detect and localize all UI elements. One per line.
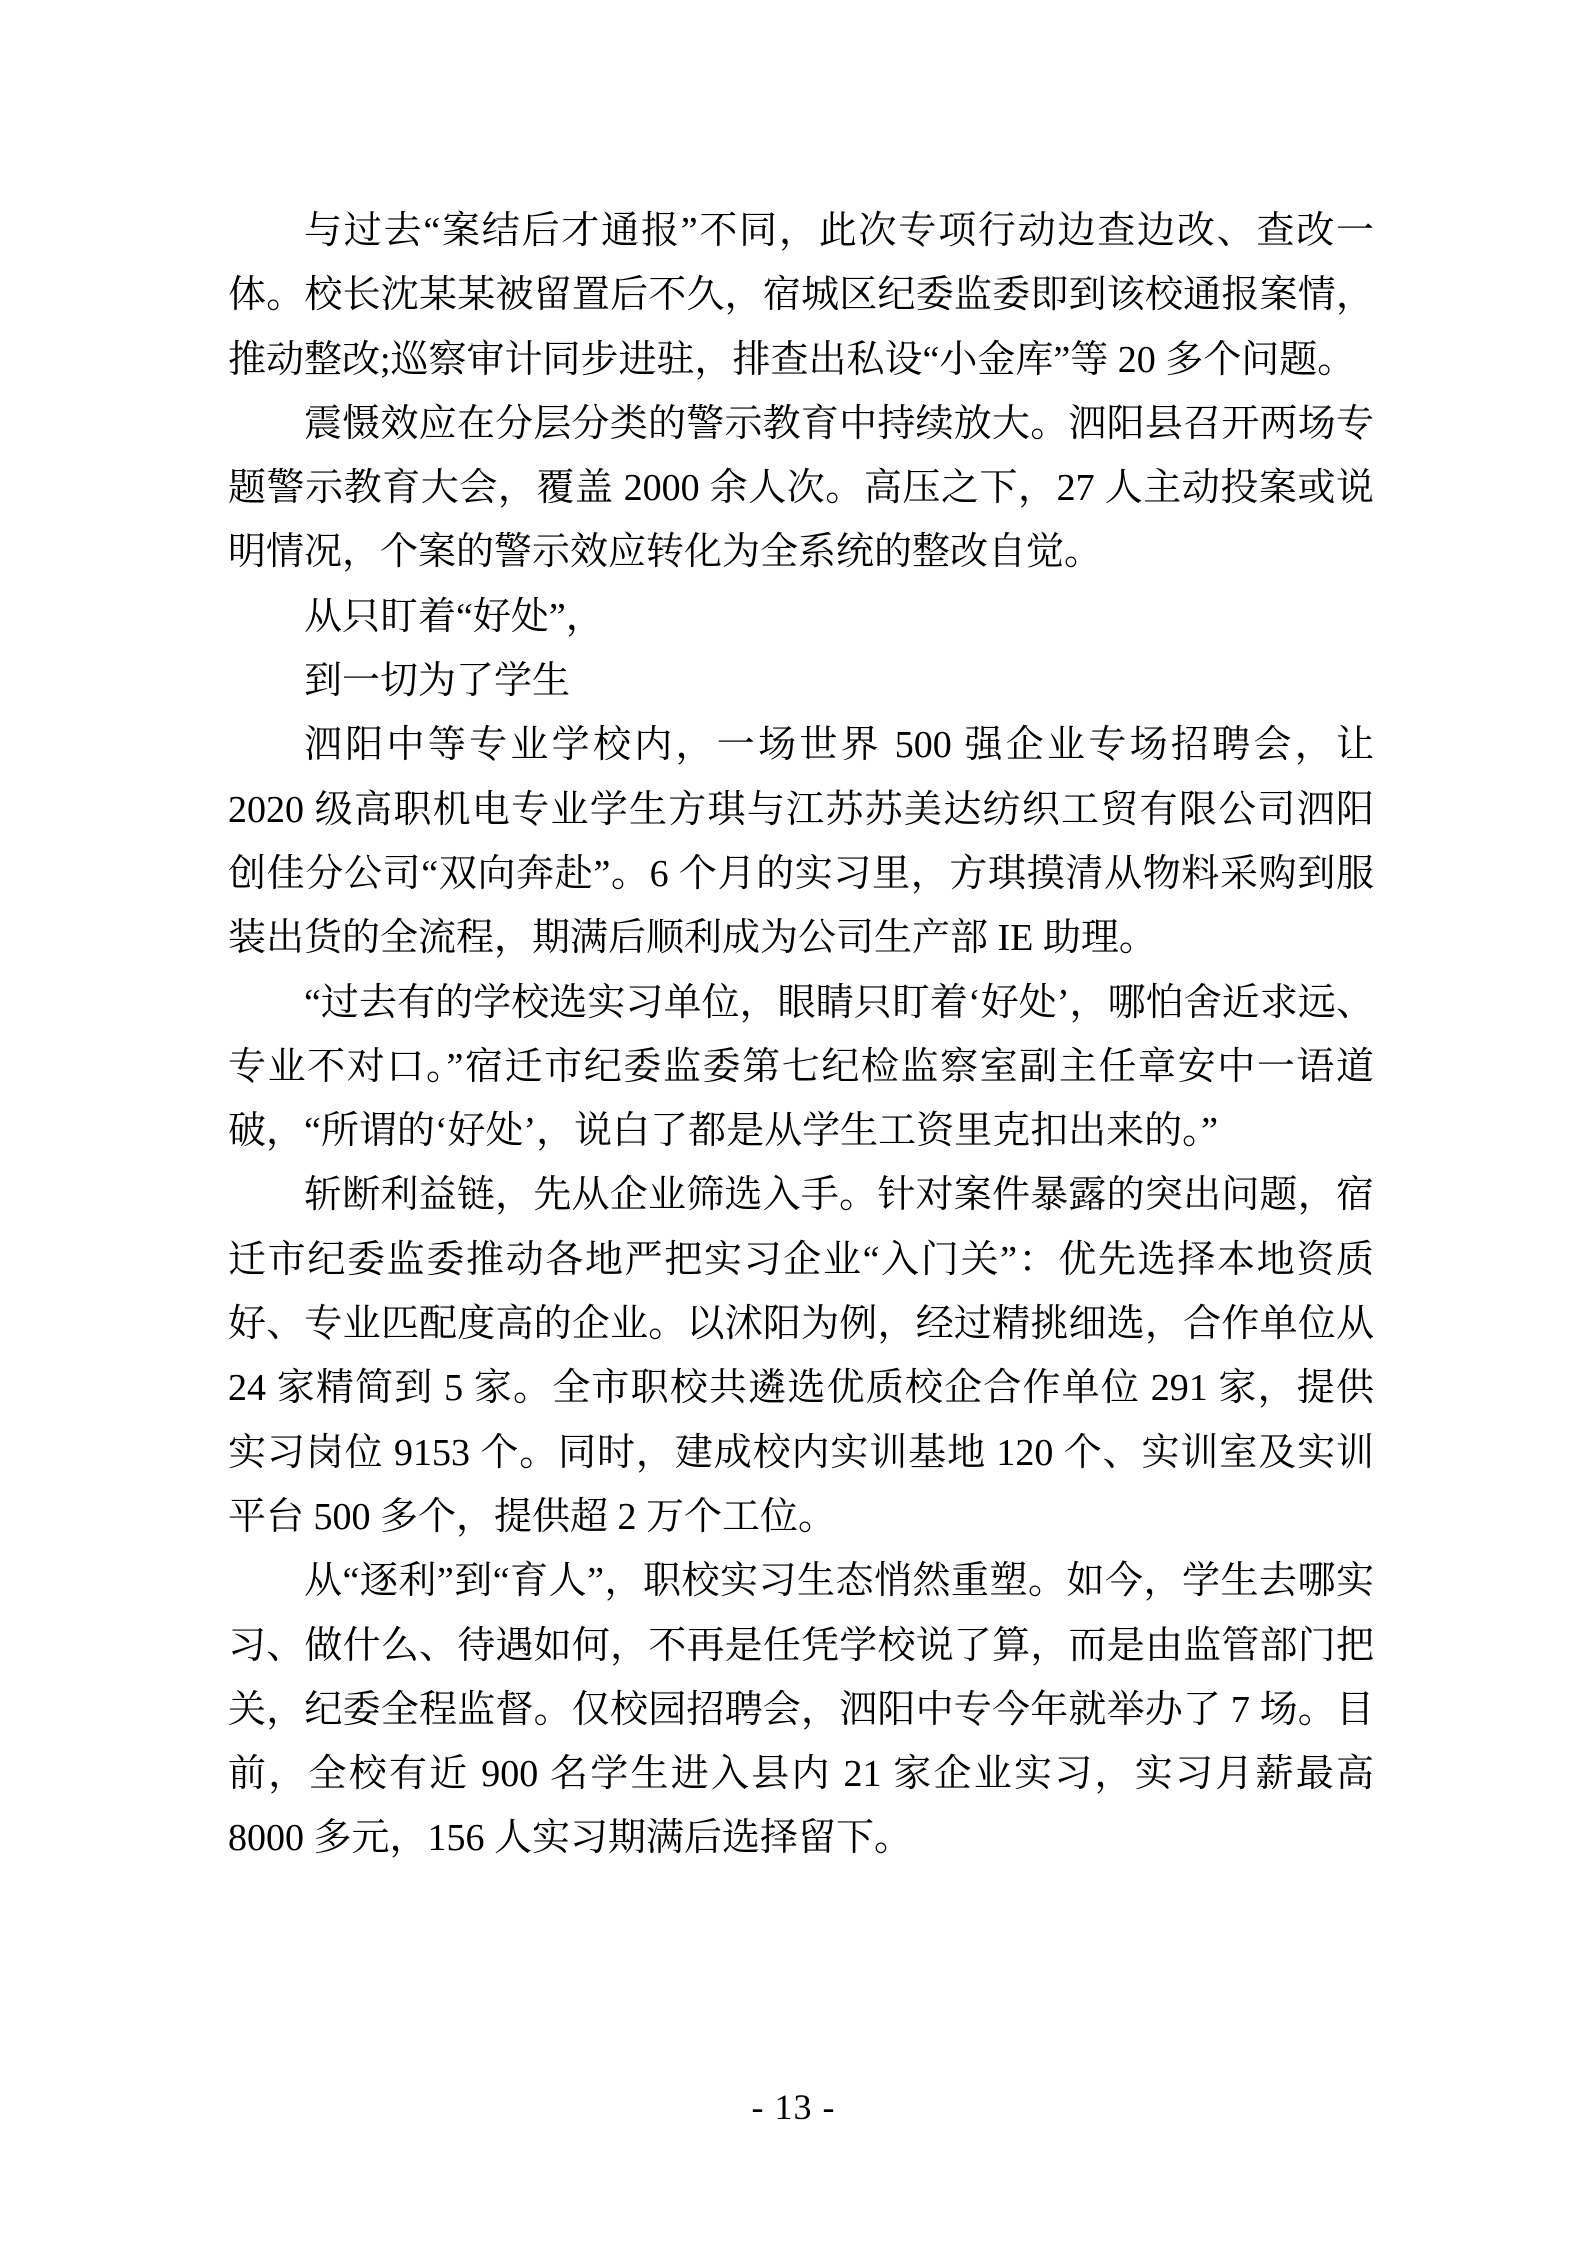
paragraph: 斩断利益链，先从企业筛选入手。针对案件暴露的突出问题，宿迁市纪委监委推动各地严把实习企业“入门关”：优先选择本地资质好、专业匹配度高的企业。以沭阳为例，经过精挑细选，合作单位从 24 家精简到 5 家。全市职校共遴选优质校企合作单位 291 家，提供实习岗位 9153 个。同时，建成校内实训基地 120 个、实训室及实训平台 500 多个，提供超 2 万个工位。 — [228, 1174, 1374, 1538]
page-number: - 13 - — [751, 2087, 836, 2127]
paragraph: 泗阳中等专业学校内，一场世界 500 强企业专场招聘会，让 2020 级高职机电专业学生方琪与江苏苏美达纺织工贸有限公司泗阳创佳分公司“双向奔赴”。6 个月的实习里，方琪摸清从物料采购到服装出货的全流程，期满后顺利成为公司生产部 IE 助理。 — [228, 724, 1374, 960]
paragraph: 震慑效应在分层分类的警示教育中持续放大。泗阳县召开两场专题警示教育大会，覆盖 2000 余人次。高压之下，27 人主动投案或说明情况，个案的警示效应转化为全系统的整改自觉。 — [228, 402, 1374, 574]
paragraph: 从“逐利”到“育人”，职校实习生态悄然重塑。如今，学生去哪实习、做什么、待遇如何，不再是任凭学校说了算，而是由监管部门把关，纪委全程监督。仅校园招聘会，泗阳中专今年就举办了 7 场。目前，全校有近 900 名学生进入县内 21 家企业实习，实习月薪最高 8000 多元，156 人实习期满后选择留下。 — [228, 1560, 1374, 1860]
subheading-line: 到一切为了学生 — [304, 660, 571, 703]
paragraph: 与过去“案结后才通报”不同，此次专项行动边查边改、查改一体。校长沈某某被留置后不久，宿城区纪委监委即到该校通报案情，推动整改;巡察审计同步进驻，排查出私设“小金库”等 20 多个问题。 — [228, 210, 1374, 381]
subheading-line: 从只盯着“好处”， — [304, 595, 604, 638]
paragraph: “过去有的学校选实习单位，眼睛只盯着‘好处’，哪怕舍近求远、专业不对口。”宿迁市纪委监委第七纪检监察室副主任章安中一语道破，“所谓的‘好处’，说白了都是从学生工资里克扣出来的。” — [228, 981, 1374, 1153]
document-body — [228, 199, 1374, 1871]
